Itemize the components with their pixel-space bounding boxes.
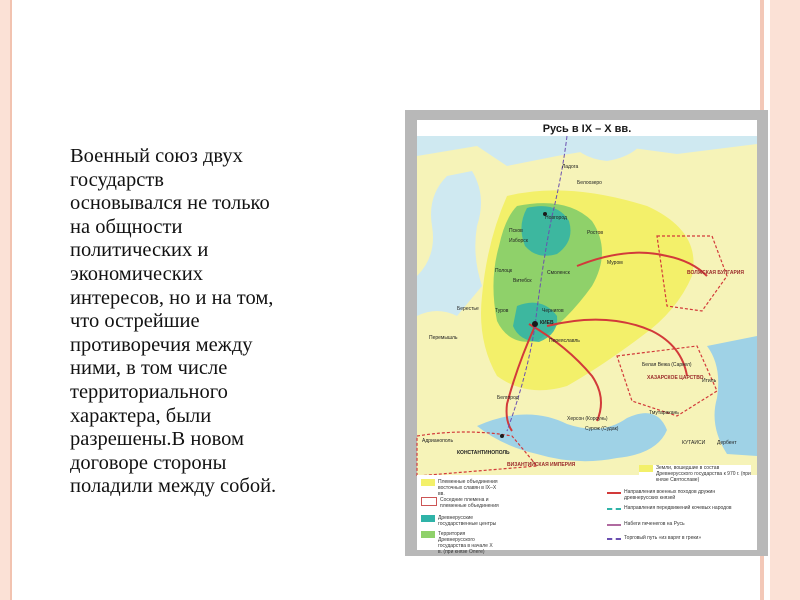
label-surozh: Сурож (Судак) bbox=[585, 426, 619, 432]
label-kiev: КИЕВ bbox=[540, 320, 554, 326]
label-murom: Муром bbox=[607, 260, 623, 266]
label-beloozero: Белоозеро bbox=[577, 180, 602, 186]
label-bulgaria: ВОЛЖСКАЯ БУЛГАРИЯ bbox=[687, 270, 744, 276]
legend-swatch bbox=[421, 515, 435, 522]
label-turov: Туров bbox=[495, 308, 509, 314]
label-pereyaslavl: Переяславль bbox=[549, 338, 580, 344]
legend-item-pechenegs: Набеги печенегов на Русь bbox=[607, 521, 744, 527]
legend-swatch bbox=[421, 531, 435, 538]
label-constantinople: КОНСТАНТИНОПОЛЬ bbox=[457, 450, 510, 456]
right-decor-stripe bbox=[770, 0, 800, 600]
legend-swatch bbox=[421, 479, 435, 486]
label-rostov: Ростов bbox=[587, 230, 604, 236]
label-berestye: Берестье bbox=[457, 306, 479, 312]
map-frame bbox=[405, 110, 768, 556]
left-decor-line bbox=[10, 0, 12, 600]
label-adrianople: Адрианополь bbox=[422, 438, 454, 444]
legend-swatch bbox=[607, 524, 621, 526]
label-smolensk: Смоленск bbox=[547, 270, 570, 276]
legend-item-campaigns: Направления военных походов дружин древнерусских князей bbox=[607, 489, 744, 501]
label-izborsk: Изборск bbox=[509, 238, 528, 244]
label-itil: Итиль bbox=[702, 378, 717, 384]
legend-swatch bbox=[607, 508, 621, 510]
label-polotsk: Полоцк bbox=[495, 268, 513, 274]
legend-swatch bbox=[607, 492, 621, 494]
legend-item-svyatoslav: Земли, вошедшие в состав Древнерусского государства к 970 г. (при князе Святославе) bbox=[639, 465, 751, 483]
legend-swatch bbox=[639, 465, 653, 472]
label-ladoga: Ладога bbox=[562, 164, 579, 170]
legend-swatch bbox=[421, 497, 437, 506]
constantinople-marker bbox=[500, 434, 504, 438]
label-sarkel: Белая Вежа (Саркел) bbox=[642, 362, 692, 368]
map-title: Русь в IX – X вв. bbox=[542, 123, 632, 135]
legend-swatch bbox=[607, 538, 621, 540]
legend-item-centers: Древнерусские государственные центры bbox=[421, 515, 498, 527]
label-belgorod: Белгород bbox=[497, 395, 519, 401]
legend-item-trade-route: Торговый путь «из варяг в греки» bbox=[607, 535, 744, 541]
legend-item-tribes: Племенные объединения восточных славян в IX–X вв. bbox=[421, 479, 498, 497]
label-pskov: Псков bbox=[509, 228, 523, 234]
label-chernigov: Чернигов bbox=[542, 308, 564, 314]
legend-item-nomads: Направления передвижений кочевых народов bbox=[607, 505, 744, 511]
slide-paragraph: Военный союз двух государств основывался не только на общности политических и экономических интересов, но и на том, что острейшие противоречия между ними, в том числе территориального характера, были разрешены.В новом договоре стороны поладили между собой. bbox=[70, 145, 277, 498]
label-kutaisi: КУТАИСИ bbox=[682, 440, 706, 446]
label-khazar: ХАЗАРСКОЕ ЦАРСТВО bbox=[647, 375, 704, 381]
label-byzantium: ВИЗАНТИЙСКАЯ ИМПЕРИЯ bbox=[507, 462, 576, 468]
label-tmutarakan: Тмутаракань bbox=[649, 410, 679, 416]
legend-item-neighbors: Соседние племена и племенные объединения bbox=[421, 497, 500, 509]
kiev-marker bbox=[532, 321, 538, 327]
historical-map bbox=[417, 120, 757, 555]
label-kherson: Херсон (Корсунь) bbox=[567, 416, 608, 422]
left-decor-stripe bbox=[0, 0, 10, 600]
label-derbent: Дербент bbox=[717, 440, 737, 446]
label-vitebsk: Витебск bbox=[513, 278, 532, 284]
label-novgorod: Новгород bbox=[545, 215, 567, 221]
label-przemysl: Перемышль bbox=[429, 335, 458, 341]
legend-item-oleg: Территория Древнерусского государства в начале X в. (при князе Олеге) bbox=[421, 531, 498, 555]
